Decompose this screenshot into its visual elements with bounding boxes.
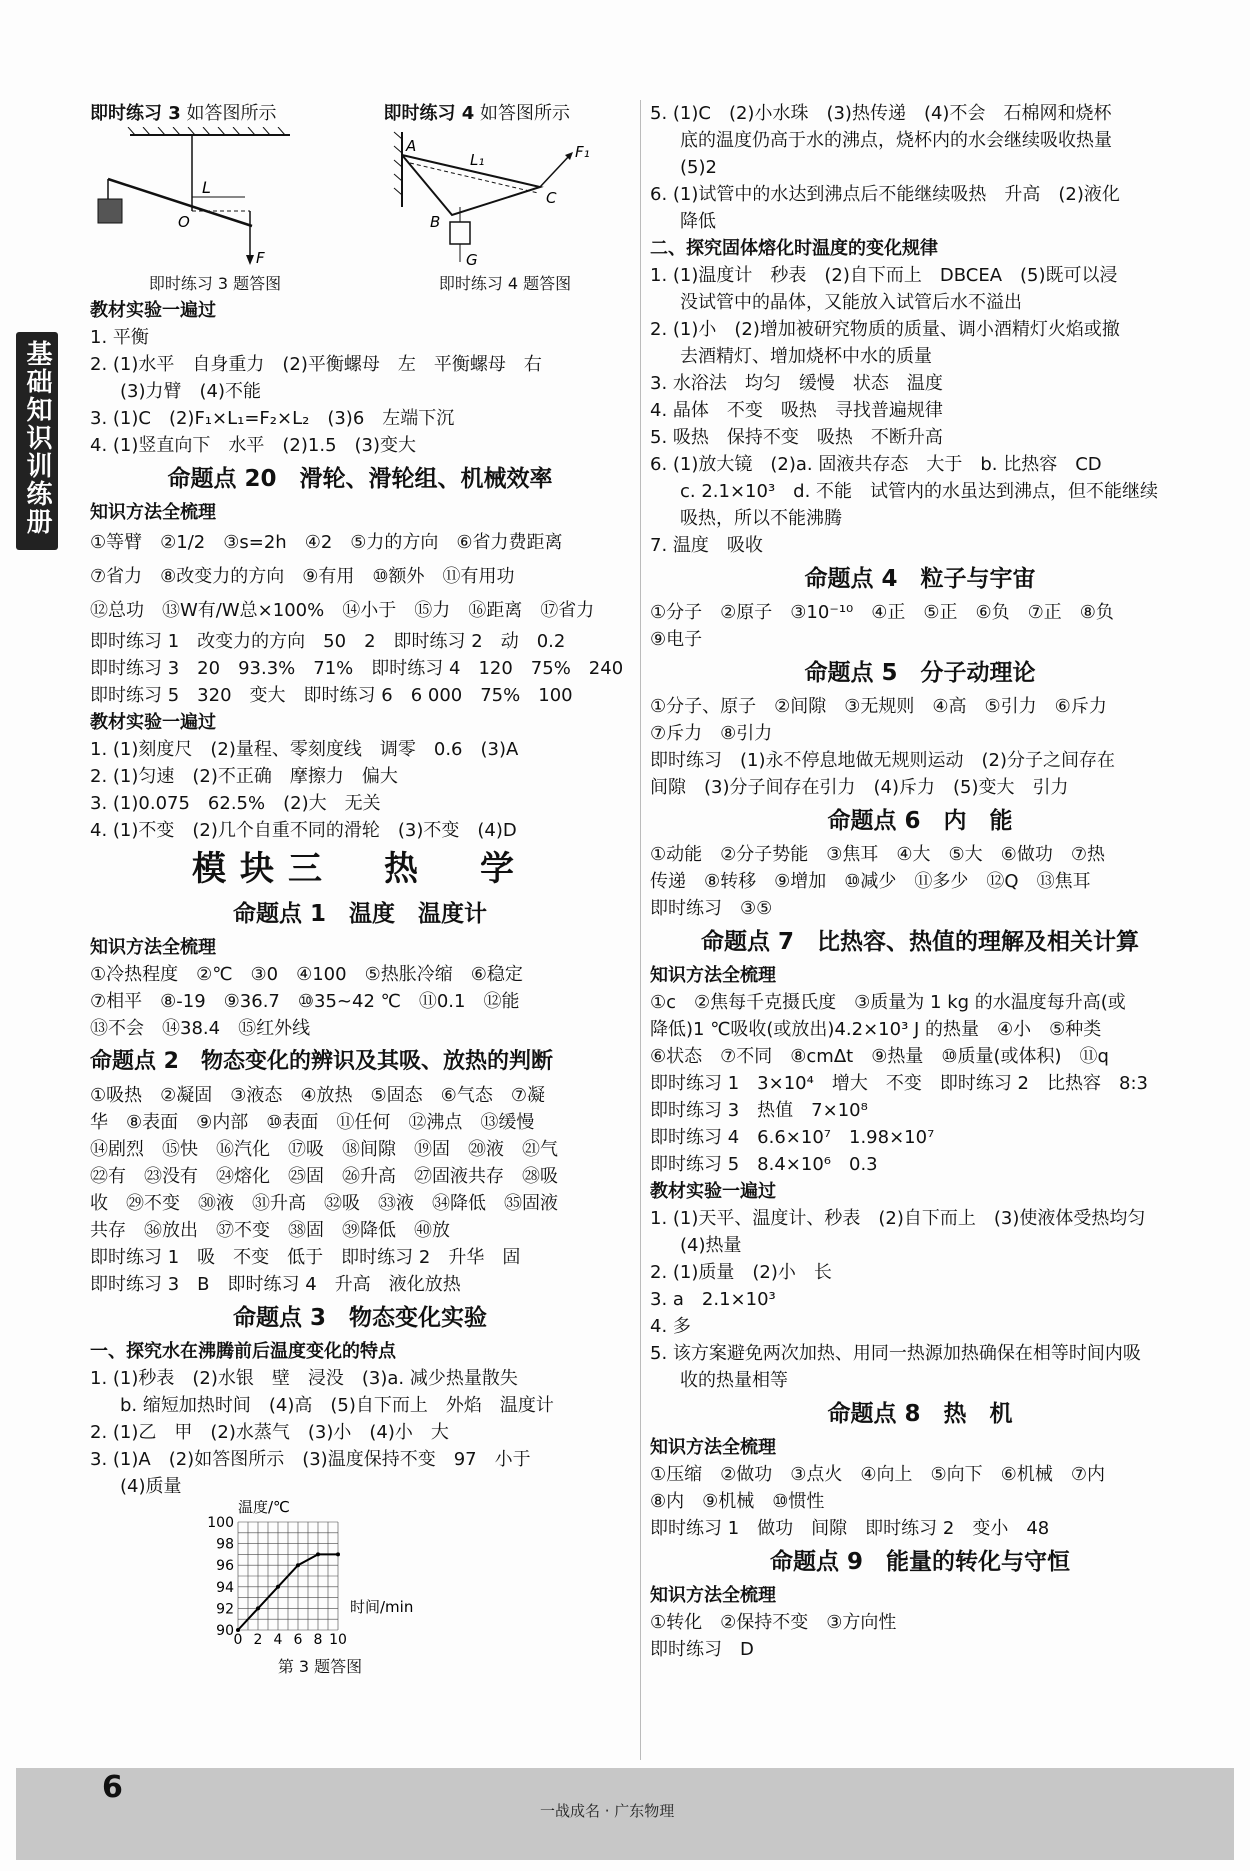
r-top-line: 6. (1)试管中的水达到沸点后不能继续吸热 升高 (2)液化 [650,184,1120,205]
y-axis-label: 温度/℃ [238,1500,290,1516]
graph-caption: 第 3 题答图 [277,1657,363,1676]
exp2-line: 4. (1)不变 (2)几个自重不同的滑轮 (3)不变 (4)D [90,820,517,841]
melt-line: 6. (1)放大镜 (2)a. 固液共存态 大于 b. 比热容 CD [650,454,1102,475]
figure-practice3 [90,127,340,297]
k20-line: ①等臂 ②1/2 ③s=2h ④2 ⑤力的方向 ⑥省力费距离 [90,532,563,553]
exp7-line: 3. a 2.1×10³ [650,1289,776,1310]
k2-line: ①吸热 ②凝固 ③液态 ④放热 ⑤固态 ⑥气态 ⑦凝 [90,1085,545,1106]
k7-line: 降低)1 ℃吸收(或放出)4.2×10³ J 的热量 ④小 ⑤种类 [650,1019,1102,1040]
k8-line: ⑧内 ⑨机械 ⑩惯性 [650,1491,825,1512]
exp1-title: 教材实验一遍过 [90,300,216,321]
x-tick-label: 6 [293,1632,303,1648]
t3-line: 1. (1)秒表 (2)水银 壁 浸没 (3)a. 减少热量散失 [90,1368,518,1389]
k7-line: 即时练习 5 8.4×10⁶ 0.3 [650,1154,878,1175]
k9-line: 即时练习 D [650,1639,754,1660]
temperature-chart [200,1500,440,1650]
exp2-line: 2. (1)匀速 (2)不正确 摩擦力 偏大 [90,766,398,787]
x-tick-label: 4 [273,1632,283,1648]
k2-line: 收 ㉙不变 ㉚液 ㉛升高 ㉜吸 ㉝液 ㉞降低 ㉟固液 [90,1193,558,1214]
y-tick-label: 94 [216,1579,234,1596]
k20-title: 知识方法全梳理 [90,502,216,523]
melt-line: 2. (1)小 (2)增加被研究物质的质量、调小酒精灯火焰或撤 [650,319,1120,340]
k7-line: 即时练习 1 3×10⁴ 增大 不变 即时练习 2 比热容 8:3 [650,1073,1148,1094]
topic2-heading: 命题点 2 物态变化的辨识及其吸、放热的判断 [90,1049,553,1074]
label-L: L [202,178,211,197]
k8-title: 知识方法全梳理 [650,1437,776,1458]
r-top-line: (5)2 [680,157,717,178]
label-O: O [178,213,190,231]
k6-line: 传递 ⑧转移 ⑨增加 ⑩减少 ⑪多少 ⑫Q ⑬焦耳 [650,871,1091,892]
k6-line: 即时练习 ③⑤ [650,898,773,919]
exp7-line: 4. 多 [650,1316,691,1337]
k5-line: ①分子、原子 ②间隙 ③无规则 ④高 ⑤引力 ⑥斥力 [650,696,1107,717]
side-tab [16,332,58,550]
practice3-text: 如答图所示 [186,103,277,124]
side-tab-text: 基础知识训练册 [22,340,52,536]
topic3-heading: 命题点 3 物态变化实验 [232,1305,487,1331]
y-tick-label: 90 [216,1623,234,1639]
r-top-line: 降低 [680,211,716,232]
k2-line: ㉒有 ㉓没有 ㉔熔化 ㉕固 ㉖升高 ㉗固液共存 ㉘吸 [90,1166,558,1187]
exp7-line: 5. 该方案避免两次加热、用同一热源加热确保在相等时间内吸 [650,1343,1141,1364]
r-top-line: 底的温度仍高于水的沸点，烧杯内的水会继续吸收热量 [680,130,1112,151]
x-tick-label: 0 [233,1632,243,1648]
melt-line: 1. (1)温度计 秒表 (2)自下而上 DBCEA (5)既可以浸 [650,265,1118,286]
data-point [316,1552,320,1556]
topic8-heading: 命题点 8 热 机 [827,1401,1013,1427]
melt-line: c. 2.1×10³ d. 不能 试管内的水虽达到沸点，但不能继续 [680,481,1159,502]
label-F1: F₁ [575,143,590,161]
k5-line: 即时练习 (1)永不停息地做无规则运动 (2)分子之间存在 [650,750,1115,771]
t3-line: 2. (1)乙 甲 (2)水蒸气 (3)小 (4)小 大 [90,1422,449,1443]
exp2-line: 3. (1)0.075 62.5% (2)大 无关 [90,793,381,814]
k7-line: ①c ②焦每千克摄氏度 ③质量为 1 kg 的水温度每升高(或 [650,992,1126,1013]
brand-text: 一战成名 · 广东物理 [540,1802,675,1820]
p20-line: 即时练习 5 320 变大 即时练习 6 6 000 75% 100 [90,685,573,706]
exp1-line: 1. 平衡 [90,327,149,348]
y-tick-label: 96 [216,1558,234,1575]
caption-practice3: 即时练习 3 题答图 [148,274,282,293]
k9-title: 知识方法全梳理 [650,1585,776,1606]
topic5-heading: 命题点 5 分子动理论 [804,660,1036,686]
exp7-line: 1. (1)天平、温度计、秒表 (2)自下而上 (3)使液体受热均匀 [650,1208,1146,1229]
k1-line: ①冷热程度 ②℃ ③0 ④100 ⑤热胀冷缩 ⑥稳定 [90,964,523,985]
k7-line: 即时练习 3 热值 7×10⁸ [650,1100,868,1121]
k4-line: ①分子 ②原子 ③10⁻¹⁰ ④正 ⑤正 ⑥负 ⑦正 ⑧负 [650,602,1114,623]
page-number: 6 [102,1770,123,1805]
k2-line: 即时练习 1 吸 不变 低于 即时练习 2 升华 固 [90,1247,521,1268]
k5-line: ⑦斥力 ⑧引力 [650,723,773,744]
y-tick-label: 98 [216,1536,234,1553]
lever-diagram-3 [90,127,340,267]
exp1-line: 4. (1)竖直向下 水平 (2)1.5 (3)变大 [90,435,417,456]
melt-line: 3. 水浴法 均匀 缓慢 状态 温度 [650,373,943,394]
k20-line: ⑦省力 ⑧改变力的方向 ⑨有用 ⑩额外 ⑪有用功 [90,566,515,587]
data-point [296,1563,300,1567]
melt-line: 去酒精灯、增加烧杯中水的质量 [680,346,932,367]
data-point [336,1552,340,1556]
exp7-line: 收的热量相等 [680,1370,788,1391]
practice3-label: 即时练习 3 [90,103,181,124]
t3-line: b. 缩短加热时间 (4)高 (5)自下而上 外焰 温度计 [120,1395,554,1416]
practice4-text: 如答图所示 [480,103,570,124]
k2-line: ⑭剧烈 ⑮快 ⑯汽化 ⑰吸 ⑱间隙 ⑲固 ⑳液 ㉑气 [90,1139,558,1160]
label-L1: L₁ [470,151,485,169]
k1-title: 知识方法全梳理 [90,937,216,958]
exp7-title: 教材实验一遍过 [650,1181,776,1202]
data-point [276,1585,280,1589]
label-C: C [546,189,557,207]
k2-line: 即时练习 3 B 即时练习 4 升高 液化放热 [90,1274,461,1295]
k2-line: 共存 ㊱放出 ㊲不变 ㊳固 ㊴降低 ㊵放 [90,1220,450,1241]
r-top-line: 5. (1)C (2)小水珠 (3)热传递 (4)不会 石棉网和烧杯 [650,103,1112,124]
k6-line: ①动能 ②分子势能 ③焦耳 ④大 ⑤大 ⑥做功 ⑦热 [650,844,1105,865]
k4-line: ⑨电子 [650,629,703,650]
right-column [650,100,1190,1663]
topic20-heading: 命题点 20 滑轮、滑轮组、机械效率 [167,466,553,492]
data-point [256,1606,260,1610]
exp2-line: 1. (1)刻度尺 (2)量程、零刻度线 调零 0.6 (3)A [90,739,519,760]
k1-line: ⑦相平 ⑧-19 ⑨36.7 ⑩35~42 ℃ ⑪0.1 ⑫能 [90,991,520,1012]
exp7-line: (4)热量 [680,1235,742,1256]
label-F: F [256,249,265,267]
t3-line: 3. (1)A (2)如答图所示 (3)温度保持不变 97 小于 [90,1449,531,1470]
exp1-line: (3)力臂 (4)不能 [120,381,261,402]
k7-title: 知识方法全梳理 [650,965,776,986]
melt-line: 5. 吸热 保持不变 吸热 不断升高 [650,427,943,448]
k9-line: ①转化 ②保持不变 ③方向性 [650,1612,897,1633]
p20-line: 即时练习 3 20 93.3% 71% 即时练习 4 120 75% 240 [90,658,624,679]
k8-line: 即时练习 1 做功 间隙 即时练习 2 变小 48 [650,1518,1050,1539]
temperature-graph [200,1500,630,1677]
exp1-line: 2. (1)水平 自身重力 (2)平衡螺母 左 平衡螺母 右 [90,354,542,375]
x-tick-label: 10 [329,1632,347,1648]
exp2-title: 教材实验一遍过 [90,712,216,733]
exp7-line: 2. (1)质量 (2)小 长 [650,1262,832,1283]
k8-line: ①压缩 ②做功 ③点火 ④向上 ⑤向下 ⑥机械 ⑦内 [650,1464,1105,1485]
label-A: A [406,137,417,155]
exp1-line: 3. (1)C (2)F₁×L₁=F₂×L₂ (3)6 左端下沉 [90,408,455,429]
y-tick-label: 92 [216,1601,234,1618]
topic1-heading: 命题点 1 温度 温度计 [232,901,487,927]
melt-line: 4. 晶体 不变 吸热 寻找普遍规律 [650,400,943,421]
t3-subtitle: 一、探究水在沸腾前后温度变化的特点 [90,1341,396,1362]
x-tick-label: 2 [253,1632,263,1648]
melt-line: 7. 温度 吸收 [650,535,763,556]
topic6-heading: 命题点 6 内 能 [827,808,1013,834]
module-heading: 模块三 热 学 [192,849,528,889]
label-B: B [430,213,441,231]
melt-line: 吸热，所以不能沸腾 [680,508,842,529]
topic4-heading: 命题点 4 粒子与宇宙 [804,566,1036,592]
x-tick-label: 8 [313,1632,323,1648]
caption-practice4: 即时练习 4 题答图 [438,274,572,293]
lever-figures-header [90,100,630,127]
topic7-heading: 命题点 7 比热容、热值的理解及相关计算 [700,929,1139,955]
lever-diagram-4 [380,127,630,267]
practice4-label: 即时练习 4 [383,103,475,124]
left-column [90,100,630,1677]
topic9-heading: 命题点 9 能量的转化与守恒 [769,1549,1070,1575]
lever-figures [90,127,630,297]
p20-line: 即时练习 1 改变力的方向 50 2 即时练习 2 动 0.2 [90,631,566,652]
k7-line: ⑥状态 ⑦不同 ⑧cmΔt ⑨热量 ⑩质量(或体积) ⑪q [650,1046,1109,1067]
y-tick-label: 100 [207,1515,234,1531]
melt-line: 没试管中的晶体，又能放入试管后水不溢出 [680,292,1022,313]
k2-line: 华 ⑧表面 ⑨内部 ⑩表面 ⑪任何 ⑫沸点 ⑬缓慢 [90,1112,535,1133]
k20-line: ⑫总功 ⑬W有/W总×100% ⑭小于 ⑮力 ⑯距离 ⑰省力 [90,600,595,621]
melt-subtitle: 二、探究固体熔化时温度的变化规律 [650,238,938,259]
k5-line: 间隙 (3)分子间存在引力 (4)斥力 (5)变大 引力 [650,777,1069,798]
label-G: G [466,251,478,267]
k1-line: ⑬不会 ⑭38.4 ⑮红外线 [90,1018,311,1039]
figure-practice4 [380,127,630,297]
k7-line: 即时练习 4 6.6×10⁷ 1.98×10⁷ [650,1127,935,1148]
x-axis-label: 时间/min [350,1598,414,1616]
column-divider [640,100,641,1760]
t3-line: (4)质量 [120,1476,182,1497]
